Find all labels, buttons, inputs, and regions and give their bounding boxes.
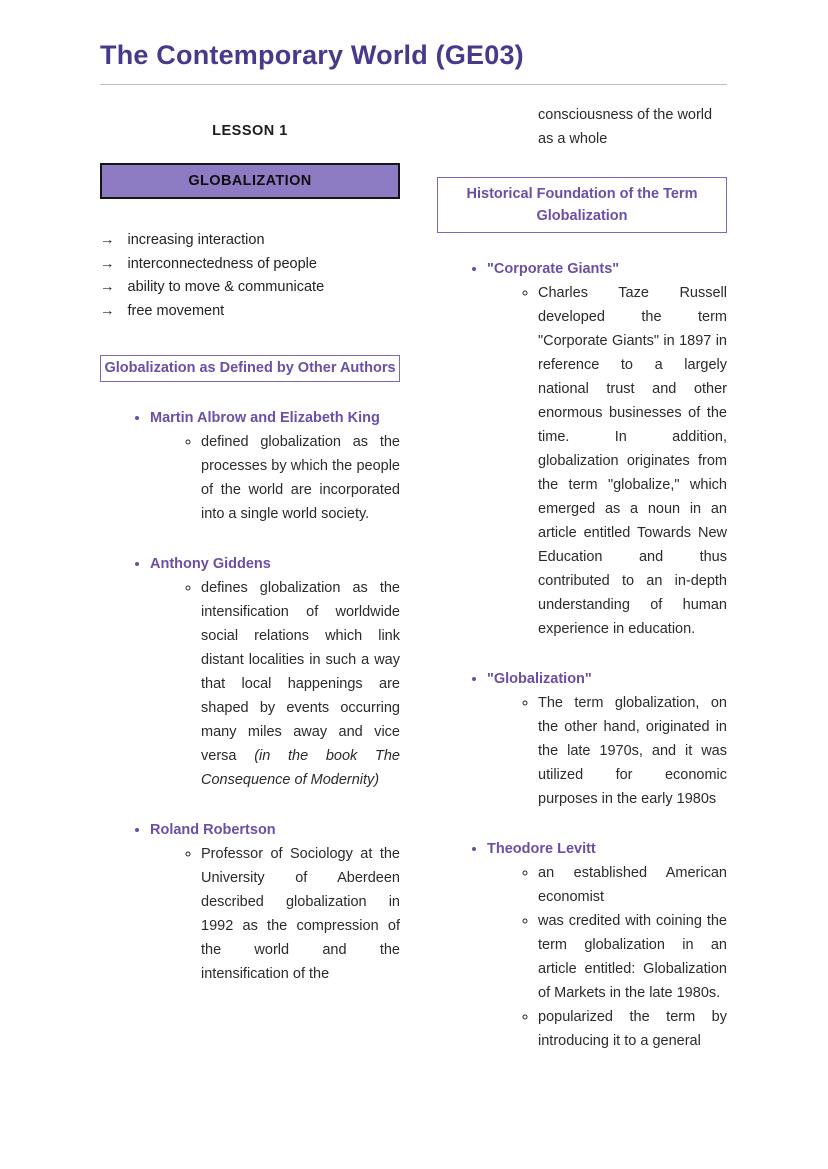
two-column-layout <box>100 101 727 1081</box>
point-list <box>487 861 727 1053</box>
section-heading-authors: Globalization as Defined by Other Authors <box>100 355 400 382</box>
arrow-icon: → <box>100 255 115 272</box>
point-list <box>150 576 400 792</box>
author-point-text: defines globalization as the intensification of worldwide social relations which link distant localities in such a way that local happenings are shaped by events occurring many miles away and vice versa <box>201 580 400 764</box>
continuation-text: consciousness of the world as a whole <box>538 107 713 147</box>
author-point <box>201 576 400 792</box>
arrow-icon: → <box>100 302 115 319</box>
author-entry <box>150 554 400 792</box>
author-point: ◦ defined globalization as the processes by which the people of the world are incorporated into a single world society. <box>201 430 400 526</box>
author-point: ◦ an established American economist <box>538 861 727 909</box>
author-name: • Anthony Giddens <box>150 556 271 572</box>
arrow-item-text: free movement <box>127 302 225 319</box>
arrow-list-item <box>100 229 400 253</box>
author-entry <box>487 259 727 641</box>
point-list <box>487 281 727 641</box>
author-point: ◦ popularized the term by introducing it to a general <box>538 1005 727 1053</box>
title-divider <box>100 84 727 85</box>
author-point: ◦ Professor of Sociology at the University of Aberdeen described globalization in 1992 as the compression of the world and the intensification of the <box>201 842 400 986</box>
author-name: • "Corporate Giants" <box>487 261 620 277</box>
point-list <box>150 842 400 986</box>
arrow-item-text: interconnectedness of people <box>127 255 317 272</box>
author-list <box>100 408 400 986</box>
left-column <box>100 101 400 1081</box>
entry-list <box>437 259 727 1053</box>
author-name: • Martin Albrow and Elizabeth King <box>150 410 380 426</box>
author-point: ◦ The term globalization, on the other hand, originated in the late 1970s, and it was utilized for economic purposes in the early 1980s <box>538 691 727 811</box>
arrow-icon: → <box>100 232 115 248</box>
book-reference-note: (in the book The Consequence of Modernity) <box>201 748 400 788</box>
author-name: • "Globalization" <box>487 671 592 687</box>
author-point: ◦ Charles Taze Russell developed the term "Corporate Giants" in 1897 in reference to a largely national trust and other enormous businesses of the time. In addition, globalization originates from the term "globalize," which emerged as a noun in an article entitled Towards New Education and thus contributed to an in-depth understanding of human experience in education. <box>538 281 727 641</box>
arrow-item-text: increasing interaction <box>127 232 265 248</box>
author-entry <box>150 820 400 986</box>
author-entry <box>487 839 727 1053</box>
arrow-icon: → <box>100 279 115 295</box>
author-name: • Theodore Levitt <box>487 841 596 857</box>
author-entry <box>150 408 400 526</box>
arrow-item-text: ability to move & communicate <box>127 279 325 295</box>
section-heading-historical: Historical Foundation of the Term Globalization <box>437 177 727 233</box>
author-name: • Roland Robertson <box>150 822 276 838</box>
author-point: ◦ was credited with coining the term globalization in an article entitled: Globalization of Markets in the late 1980s. <box>538 909 727 1005</box>
author-entry <box>487 669 727 811</box>
globalization-banner: GLOBALIZATION <box>100 163 400 199</box>
point-list <box>487 691 727 811</box>
arrow-list-item <box>100 276 400 300</box>
lesson-label: LESSON 1 <box>212 123 288 139</box>
arrow-list-item <box>100 300 400 324</box>
arrow-list-item <box>100 253 400 277</box>
arrow-list <box>100 229 400 323</box>
point-list <box>150 430 400 526</box>
page-title: The Contemporary World (GE03) <box>100 40 524 70</box>
right-column <box>437 101 727 1081</box>
